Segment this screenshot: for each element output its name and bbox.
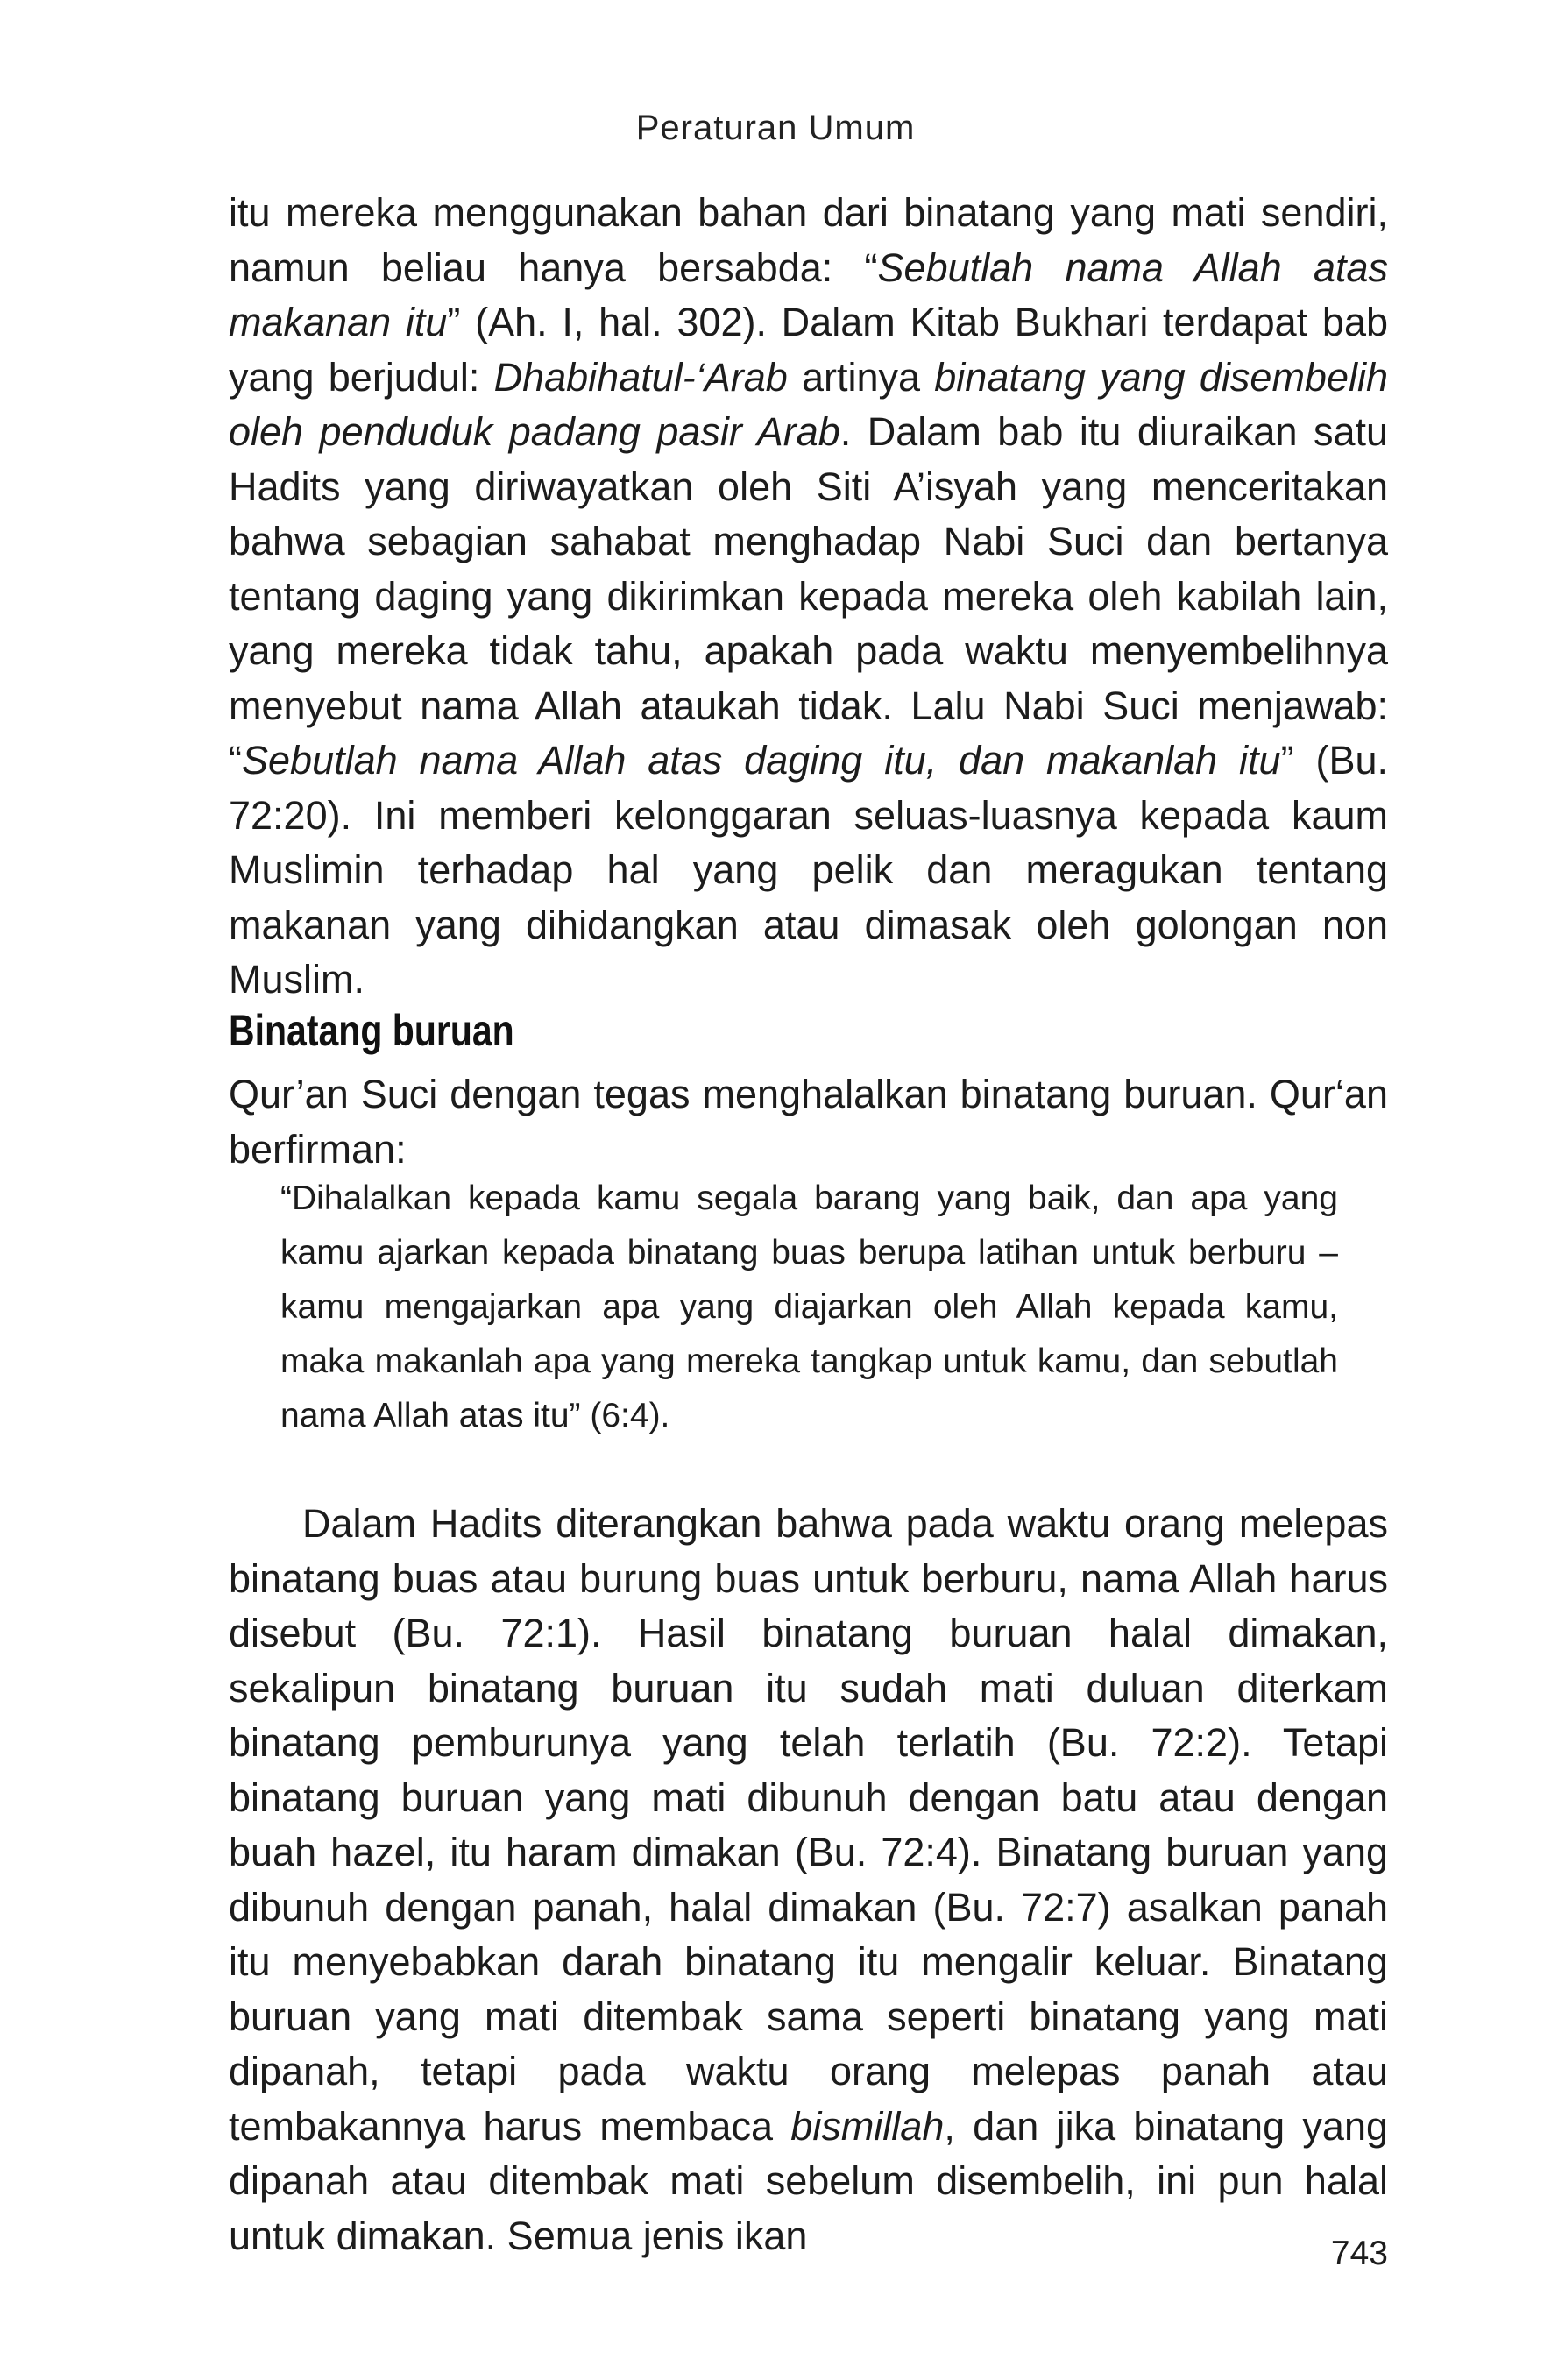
paragraph-1-text: itu mereka menggunakan bahan dari binatang yang mati sendiri, namun beliau hanya bersabda: “ — [229, 190, 1388, 290]
block-quote: “Dihalalkan kepada kamu segala barang yang baik, dan apa yang kamu ajarkan kepada binatang buas berupa latihan untuk berburu – kamu mengajarkan apa yang diajarkan oleh Allah kepada kamu, maka makanlah apa yang mereka tangkap untuk kamu, dan sebutlah nama Allah atas itu” (6:4). — [280, 1179, 1338, 1434]
paragraph-3-text: Dalam Hadits diterangkan bahwa pada waktu orang melepas binatang buas atau burung buas untuk berburu, nama Allah harus disebut (Bu. 72:1). Hasil binatang buruan halal dimakan, sekalipun binatang buruan itu sudah mati duluan diterkam binatang pemburunya yang telah terlatih (Bu. 72:2). Tetapi binatang buruan yang mati dibunuh dengan batu atau dengan buah hazel, itu haram dimakan (Bu. 72:4). Binatang buruan yang dibunuh dengan panah, halal dimakan (Bu. 72:7) asalkan panah itu menyebabkan darah binatang itu mengalir keluar. Binatang buruan yang mati ditembak sama seperti binatang yang mati dipanah, tetapi pada waktu orang melepas panah atau tembakannya harus membaca — [229, 1501, 1388, 2149]
section-intro: Qur’an Suci dengan tegas menghalalkan binatang buruan. Qur‘an berfirman: — [229, 1072, 1388, 1172]
paragraph-1-italic: binatang yang disembelih oleh penduduk padang pasir Arab — [229, 354, 1389, 454]
paragraph-1-italic: Dhabihatul-‘Arab — [493, 354, 788, 400]
page-number: 743 — [1330, 2235, 1388, 2272]
paragraph-1-italic: Sebutlah nama Allah atas makanan itu — [229, 244, 1389, 344]
section-heading: Binatang buruan — [229, 1006, 514, 1055]
paragraph-1-text: artinya — [787, 354, 935, 400]
paragraph-1-text: . Dalam bab itu diuraikan satu Hadits yang diriwayatkan oleh Siti A’isyah yang menceritakan bahwa sebagian sahabat menghadap Nabi Suci dan bertanya tentang daging yang dikirimkan kepada mereka oleh kabilah lain, yang mereka tidak tahu, apakah pada waktu menyembelihnya menyebut nama Allah ataukah tidak. Lalu Nabi Suci menjawab: “ — [229, 409, 1389, 783]
body-paragraph-1 — [229, 186, 1388, 1008]
paragraph-1-italic: Sebutlah nama Allah atas daging itu, dan makanlah itu — [242, 738, 1281, 783]
paragraph-3-text: , dan jika binatang yang dipanah atau ditembak mati sebelum disembelih, ini pun halal untuk dimakan. Semua jenis ikan — [229, 2103, 1389, 2258]
body-paragraph-3 — [229, 1497, 1388, 2263]
paragraph-3-italic: bismillah — [790, 2103, 945, 2149]
paragraph-1-text: ” (Ah. I, hal. 302). Dalam Kitab Bukhari terdapat bab yang berjudul: — [229, 300, 1388, 400]
paragraph-1-text: ” (Bu. 72:20). Ini memberi kelonggaran seluas-luasnya kepada kaum Muslimin terhadap hal yang pelik dan meragukan tentang makanan yang dihidangkan atau dimasak oleh golongan non Muslim. — [229, 738, 1388, 1002]
running-header: Peraturan Umum — [635, 109, 916, 147]
